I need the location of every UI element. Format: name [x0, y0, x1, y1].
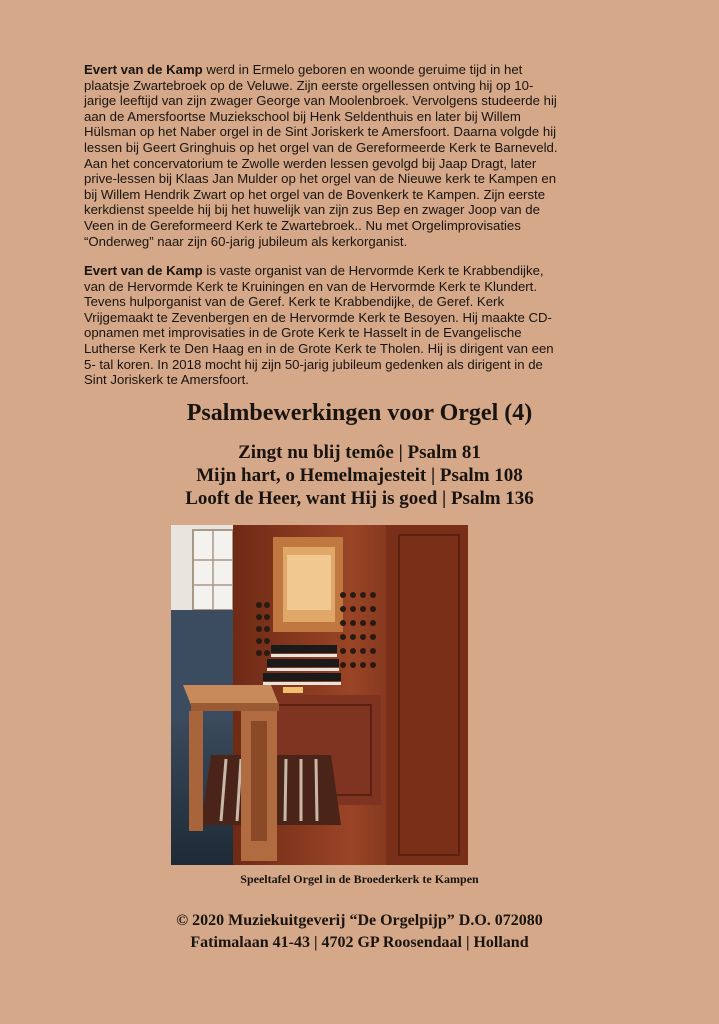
piece-title-3: Looft de Heer, want Hij is goed | Psalm 136: [185, 488, 534, 509]
bio-name-1: Evert van de Kamp: [84, 62, 203, 77]
bio-text-1: werd in Ermelo geboren en woonde geruime tijd in het plaatsje Zwartebroek op de Veluwe. Zijn eerste orgellessen ontving hij op 10-jarige leeftijd van zijn zwager George van Moolenbroek. Vervolgens studeerde hij aan de Amersfoortse Muziekschool bij Henk Seldenthuis en later bij Willem Hülsman op het Naber orgel in de Sint Joriskerk te Amersfoort. Daarna volgde hij lessen bij Geert Gringhuis op het orgel van de Gereformeerde Kerk te Barneveld. Aan het concervatorium te Zwolle werden lessen gevolgd bij Jaap Dragt, later prive-lessen bij Klaas Jan Mulder op het orgel van de Nieuwe kerk te Kampen en bij Willem Hendrik Zwart op het orgel van de Bovenkerk te Kampen. Zijn eerste kerkdienst speelde hij bij het huwelijk van zijn zus Bep en zwager Joop van de Veen in de Gereformeerd Kerk te Zwartebroek.. Nu met Orgelimprovisaties “Onderweg” naar zijn 60-jarig jubileum als kerkorganist.: [84, 62, 558, 249]
bio-paragraph-2: [84, 263, 564, 388]
page-title: Psalmbewerkingen voor Orgel (4): [186, 400, 533, 426]
bio-paragraph-1: [84, 62, 564, 249]
piece-title-2: Mijn hart, o Hemelmajesteit | Psalm 108: [196, 465, 523, 486]
organ-console-illustration: [171, 525, 468, 865]
photo-caption: Speeltafel Orgel in de Broederkerk te Kampen: [240, 872, 479, 886]
bio-text-2: is vaste organist van de Hervormde Kerk te Krabbendijke, van de Hervormde Kerk te Kruiningen en van de Hervormde Kerk te Klundert. Tevens hulporganist van de Geref. Kerk te Krabbendijke, de Geref. Kerk Vrijgemaakt te Zevenbergen en de Hervormde Kerk te Besoyen. Hij maakte CD-opnamen met improvisaties in de Grote Kerk te Hasselt in de Evangelische Lutherse Kerk te Den Haag en in de Grote Kerk te Tholen. Hij is dirigent van een 5- tal koren. In 2018 mocht hij zijn 50-jarig jubileum gedenken als dirigent in de Sint Joriskerk te Amersfoort.: [84, 263, 554, 388]
piece-title-1: Zingt nu blij temôe | Psalm 81: [238, 442, 481, 463]
address-line: Fatimalaan 41-43 | 4702 GP Roosendaal | Holland: [190, 934, 529, 951]
organ-console-photo: [171, 525, 468, 865]
copyright-line: © 2020 Muziekuitgeverij “De Orgelpijp” D.O. 072080: [176, 912, 543, 929]
bio-name-2: Evert van de Kamp: [84, 263, 203, 278]
